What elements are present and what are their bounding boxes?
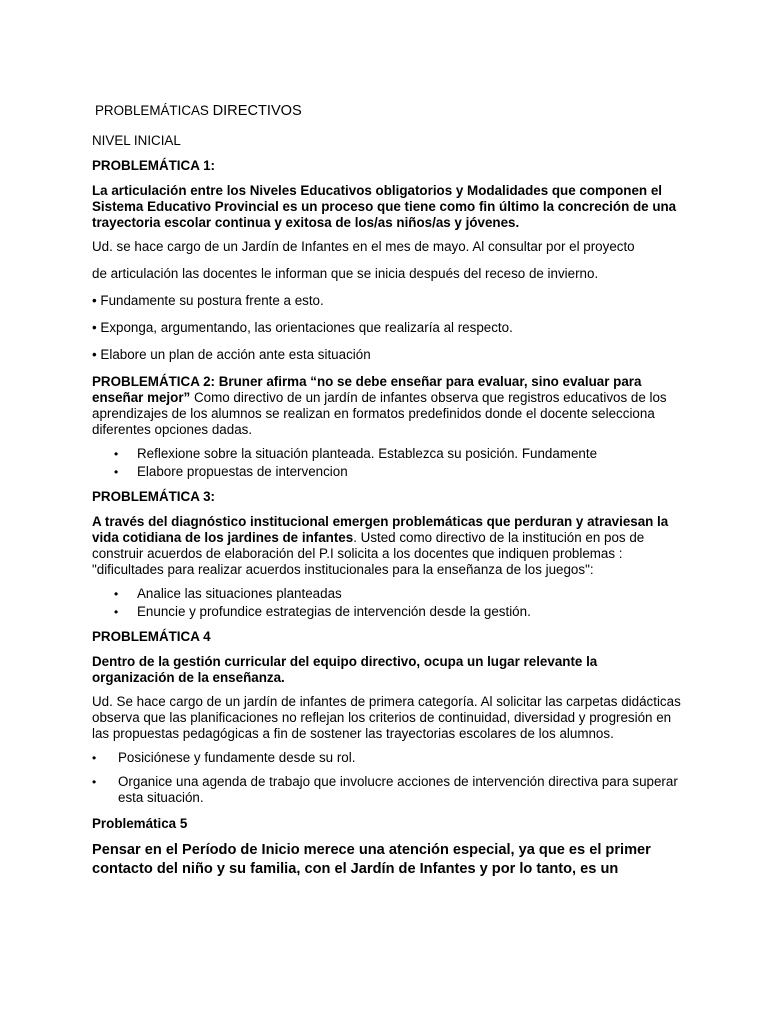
bullet-marker: • xyxy=(92,775,97,789)
problem-4-lead: Dentro de la gestión curricular del equipo directivo, ocupa un lugar relevante la organización de la enseñanza. xyxy=(92,654,598,685)
list-item-text: Posiciónese y fundamente desde su rol. xyxy=(118,750,356,765)
problem-4-text: Ud. Se hace cargo de un jardín de infantes de primera categoría. Al solicitar las carpetas didácticas observa que las planificaciones no reflejan los criterios de continuidad, diversidad y progresión en las propuestas pedagógicas a fin de sostener las trayectorias escolares de los alumnos. xyxy=(92,694,681,741)
list-item-text: Elabore propuestas de intervencion xyxy=(137,464,348,479)
list-item xyxy=(92,750,682,766)
problem-2-list xyxy=(92,446,682,480)
problem-2-paragraph xyxy=(92,374,682,438)
problem-3-heading: PROBLEMÁTICA 3: xyxy=(92,489,215,504)
problem-1-text-2: de articulación las docentes le informan que se inicia después del receso de invierno. xyxy=(92,266,599,281)
bullet-marker: • xyxy=(114,465,119,479)
list-item-text: Reflexione sobre la situación planteada. Establezca su posición. Fundamente xyxy=(137,446,598,461)
level-label: NIVEL INICIAL xyxy=(92,133,181,148)
bullet-marker: • xyxy=(92,751,97,765)
list-item xyxy=(92,604,682,620)
problem-3-lead: A través del diagnóstico institucional emergen problemáticas que perduran y atraviesan la vida cotidiana de los jardines de infantes xyxy=(92,514,669,545)
problem-5-heading: Problemática 5 xyxy=(92,816,188,831)
problem-3-paragraph xyxy=(92,514,682,578)
problem-2-heading: PROBLEMÁTICA 2: Bruner afirma “no se debe enseñar para evaluar, sino evaluar para enseñar mejor” xyxy=(92,374,642,405)
problem-4-heading: PROBLEMÁTICA 4 xyxy=(92,629,211,644)
list-item-text: Analice las situaciones planteadas xyxy=(137,586,342,601)
document-body xyxy=(92,101,682,879)
problem-1-bullet: • Fundamente su postura frente a esto. xyxy=(92,293,324,308)
bullet-marker: • xyxy=(114,587,119,601)
problem-1-bullet: • Elabore un plan de acción ante esta situación xyxy=(92,347,371,362)
problem-1-text-1: Ud. se hace cargo de un Jardín de Infantes en el mes de mayo. Al consultar por el proyecto xyxy=(92,239,635,254)
list-item xyxy=(92,774,682,806)
problem-1-heading: PROBLEMÁTICA 1: xyxy=(92,158,215,173)
title-part-2: DIRECTIVOS xyxy=(212,103,302,119)
list-item xyxy=(92,586,682,602)
problem-2-text: Como directivo de un jardín de infantes observa que registros educativos de los aprendizajes de los alumnos se realizan en formatos predefinidos donde el docente selecciona diferentes opciones dadas. xyxy=(92,390,667,437)
problem-1-lead: La articulación entre los Niveles Educativos obligatorios y Modalidades que componen el Sistema Educativo Provincial es un proceso que tiene como fin último la concreción de una trayectoria escolar continua y exitosa de los/as niños/as y jóvenes. xyxy=(92,183,677,230)
bullet-marker: • xyxy=(114,605,119,619)
list-item xyxy=(92,446,682,462)
list-item xyxy=(92,464,682,480)
list-item-text: Organice una agenda de trabajo que involucre acciones de intervención directiva para superar esta situación. xyxy=(118,774,678,805)
document-title xyxy=(95,101,682,121)
list-item-text: Enuncie y profundice estrategias de intervención desde la gestión. xyxy=(137,604,531,619)
problem-5-lead: Pensar en el Período de Inicio merece una atención especial, ya que es el primer contacto del niño y su familia, con el Jardín de Infantes y por lo tanto, es un xyxy=(92,842,651,877)
bullet-marker: • xyxy=(114,447,119,461)
problem-1-bullet: • Exponga, argumentando, las orientaciones que realizaría al respecto. xyxy=(92,320,513,335)
problem-4-list xyxy=(92,750,682,806)
problem-3-text: . Usted como directivo de la institución en pos de construir acuerdos de elaboración del P.I solicita a los docentes que indiquen problemas : "dificultades para realizar acuerdos institucionales para la enseñanza de los juegos": xyxy=(92,530,645,577)
problem-3-list xyxy=(92,586,682,620)
title-part-1: PROBLEMÁTICAS xyxy=(95,103,213,118)
